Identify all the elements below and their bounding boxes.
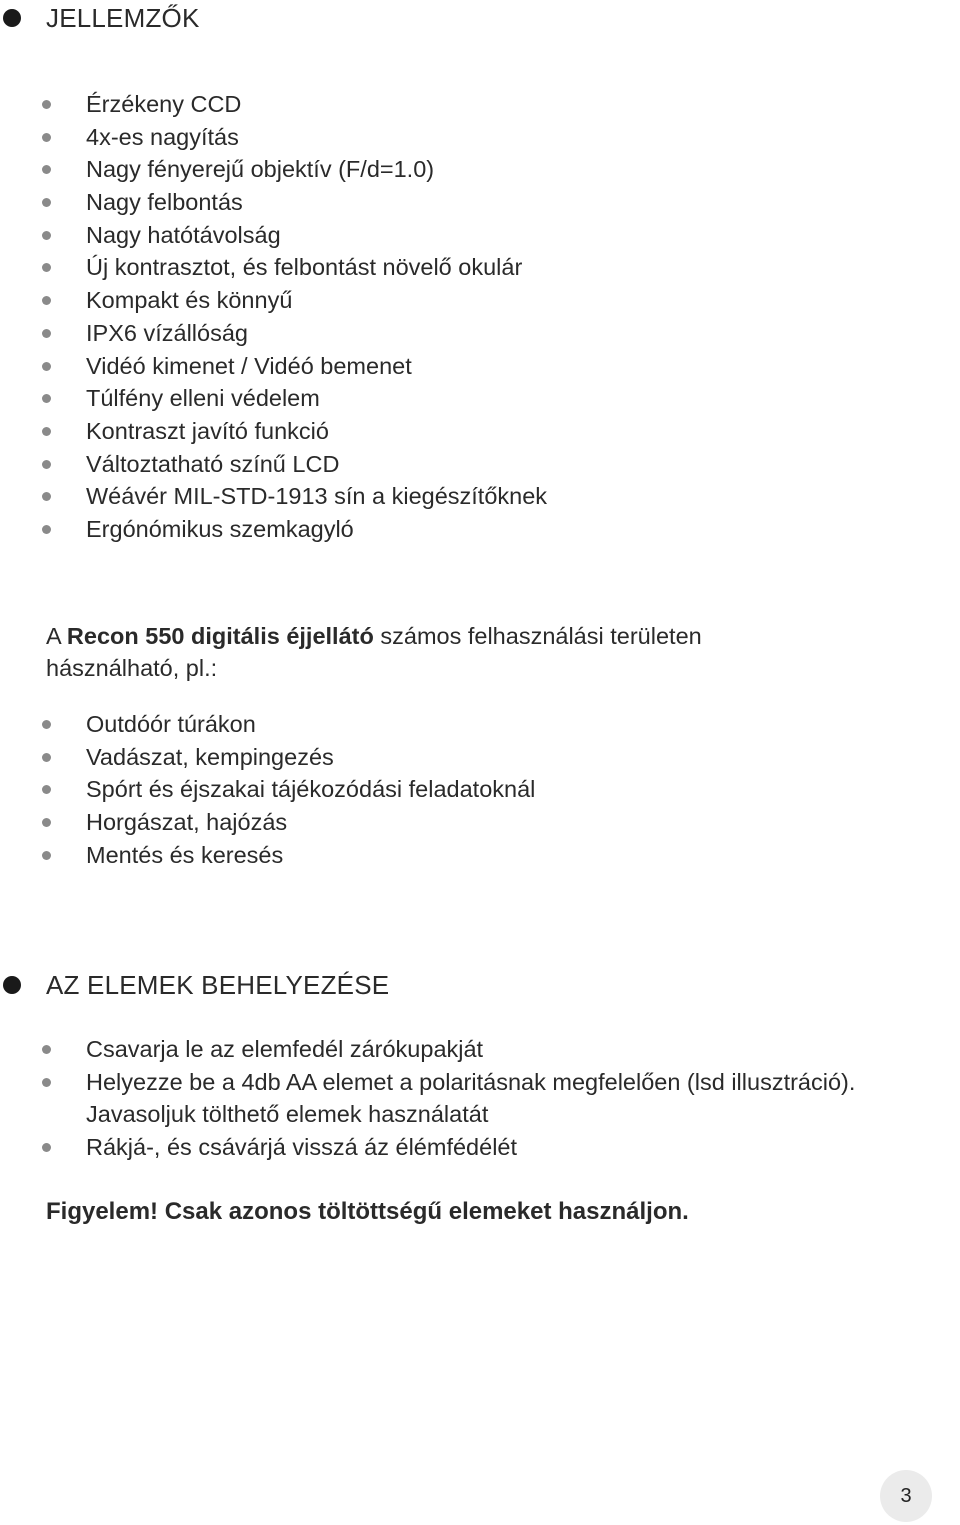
usage-list <box>0 708 535 871</box>
list-item <box>0 1131 855 1164</box>
bullet-icon <box>42 263 51 272</box>
list-item-text: Túlfény elleni védelem <box>86 385 320 412</box>
list-item <box>0 513 547 546</box>
bullet-icon <box>42 198 51 207</box>
list-item <box>0 773 535 806</box>
bullet-icon <box>42 296 51 305</box>
list-item-text: Outdóór túrákon <box>86 711 256 737</box>
list-item-text: Kompakt és könnyű <box>86 287 293 314</box>
warning-note: Figyelem! Csak azonos töltöttségű elemeket használjon. <box>46 1198 689 1225</box>
list-item <box>0 219 547 252</box>
list-item-text: Kontraszt javító funkció <box>86 417 329 444</box>
list-item <box>0 382 547 415</box>
page-number: 3 <box>880 1470 932 1522</box>
list-item <box>0 186 547 219</box>
list-item <box>0 741 535 774</box>
list-item <box>0 448 547 481</box>
battery-title: AZ ELEMEK BEHELYEZÉSE <box>46 970 390 1000</box>
product-name: Recon 550 digitális éjjellátó <box>66 623 374 649</box>
bullet-icon <box>42 785 51 794</box>
bullet-icon <box>42 165 51 174</box>
list-item-text: Helyezze be a 4db AA elemet a polaritásnak megfelelően (lsd illusztráció). <box>86 1068 856 1095</box>
bullet-icon <box>42 1045 51 1054</box>
list-item <box>0 480 547 513</box>
bullet-icon <box>42 720 51 729</box>
bullet-icon <box>42 818 51 827</box>
list-item-text: Nagy fényerejű objektív (F/d=1.0) <box>86 156 435 183</box>
list-item <box>0 350 547 383</box>
list-item-text: Ergónómikus szemkagyló <box>86 515 354 542</box>
list-item <box>0 251 547 284</box>
usage-intro-line2: hásználható, pl.: <box>46 655 218 681</box>
list-item <box>0 839 535 872</box>
bullet-icon <box>42 329 51 338</box>
features-list <box>0 88 547 546</box>
usage-intro <box>46 620 702 684</box>
list-item-text: Csavarja le az elemfedél zárókupakját <box>86 1036 484 1062</box>
bullet-icon <box>42 492 51 501</box>
list-item <box>0 708 535 741</box>
bullet-icon <box>42 394 51 403</box>
list-item-text: Rákjá-, és csávárjá visszá áz élémfédélét <box>86 1134 518 1161</box>
bullet-icon <box>42 525 51 534</box>
list-item-text: IPX6 vízállóság <box>86 319 248 346</box>
list-item-text: Vidéó kimenet / Vidéó bemenet <box>86 352 412 379</box>
battery-list <box>0 1033 855 1164</box>
list-item <box>0 284 547 317</box>
list-item-text: Mentés és keresés <box>86 841 284 868</box>
list-item <box>0 415 547 448</box>
list-item <box>0 1066 855 1099</box>
list-item-text: Új kontrasztot, és felbontást növelő okulár <box>86 254 523 281</box>
bullet-icon <box>42 362 51 371</box>
bullet-icon <box>42 1078 51 1087</box>
list-item-text: Érzékeny CCD <box>86 91 242 117</box>
list-item <box>0 1033 855 1066</box>
list-item <box>0 88 547 121</box>
list-item-text: Horgászat, hajózás <box>86 809 288 836</box>
list-item-text: Nagy felbontás <box>86 189 243 216</box>
features-title: JELLEMZŐK <box>46 3 200 33</box>
list-item-text: Nagy hatótávolság <box>86 221 281 248</box>
list-item-text: 4x-es nagyítás <box>86 123 239 150</box>
list-item <box>0 806 535 839</box>
bullet-icon <box>42 1143 51 1152</box>
usage-intro-suffix: számos felhasználási területen <box>373 623 702 649</box>
bullet-icon <box>42 100 51 109</box>
bullet-icon <box>42 753 51 762</box>
list-item <box>0 153 547 186</box>
list-item-text: Spórt és éjszakai tájékozódási feladatoknál <box>86 776 536 803</box>
list-item-text: Javasoljuk tölthető elemek használatát <box>86 1101 489 1128</box>
bullet-icon <box>42 851 51 860</box>
bullet-icon <box>42 231 51 240</box>
list-item <box>0 317 547 350</box>
list-item-text: Változtatható színű LCD <box>86 450 340 477</box>
bullet-icon <box>42 460 51 469</box>
bullet-icon <box>42 133 51 142</box>
list-item-continuation <box>0 1098 855 1131</box>
usage-intro-prefix: A <box>46 623 67 649</box>
list-item-text: Wéávér MIL-STD-1913 sín a kiegészítőknek <box>86 483 548 510</box>
heading-bullet-icon <box>3 976 21 994</box>
list-item-text: Vadászat, kempingezés <box>86 743 334 770</box>
bullet-icon <box>42 427 51 436</box>
list-item <box>0 121 547 154</box>
heading-bullet-icon <box>3 9 21 27</box>
